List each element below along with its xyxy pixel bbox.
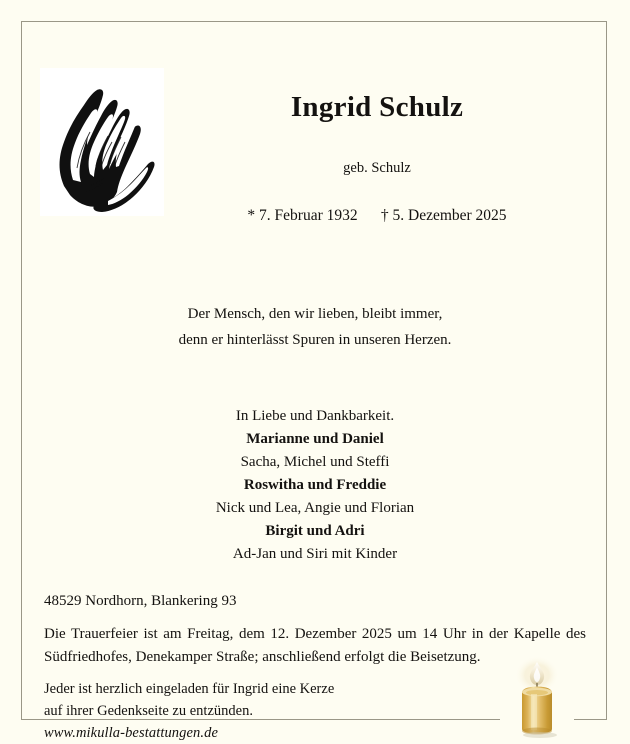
ceremony-line-1: Die Trauerfeier ist am Freitag, dem 12. Dezember 2025 um 14 Uhr in der Kapelle des <box>44 623 586 646</box>
family-list <box>45 405 585 566</box>
family-line: Roswitha und Freddie <box>45 474 585 497</box>
memorial-website-link[interactable]: www.mikulla-bestattungen.de <box>44 723 464 744</box>
memorial-card <box>21 21 607 720</box>
maiden-name: geb. Schulz <box>162 160 592 177</box>
family-line: Sacha, Michel und Steffi <box>45 451 585 474</box>
praying-hands-icon <box>40 68 164 216</box>
family-line: Ad-Jan und Siri mit Kinder <box>45 543 585 566</box>
invitation-line-2: auf ihrer Gedenkseite zu entzünden. <box>44 701 464 723</box>
address-line: 48529 Nordhorn, Blankering 93 <box>44 593 236 610</box>
ceremony-line-2: Südfriedhofes, Denekamper Straße; anschließend erfolgt die Beisetzung. <box>44 646 586 669</box>
invitation-line-1: Jeder ist herzlich eingeladen für Ingrid eine Kerze <box>44 679 464 701</box>
page-title: Ingrid Schulz <box>162 92 592 124</box>
family-line: Nick und Lea, Angie und Florian <box>45 497 585 520</box>
memorial-verse <box>45 301 585 354</box>
verse-line-2: denn er hinterlässt Spuren in unseren Herzen. <box>179 332 452 348</box>
candle-icon <box>500 657 574 741</box>
verse-line-1: Der Mensch, den wir lieben, bleibt immer, <box>188 306 443 322</box>
candle-invitation <box>44 679 464 744</box>
life-dates: * 7. Februar 1932 † 5. Dezember 2025 <box>162 207 592 225</box>
family-line: In Liebe und Dankbarkeit. <box>45 405 585 428</box>
headline-block <box>162 92 592 225</box>
family-line: Birgit und Adri <box>45 520 585 543</box>
family-line: Marianne und Daniel <box>45 428 585 451</box>
